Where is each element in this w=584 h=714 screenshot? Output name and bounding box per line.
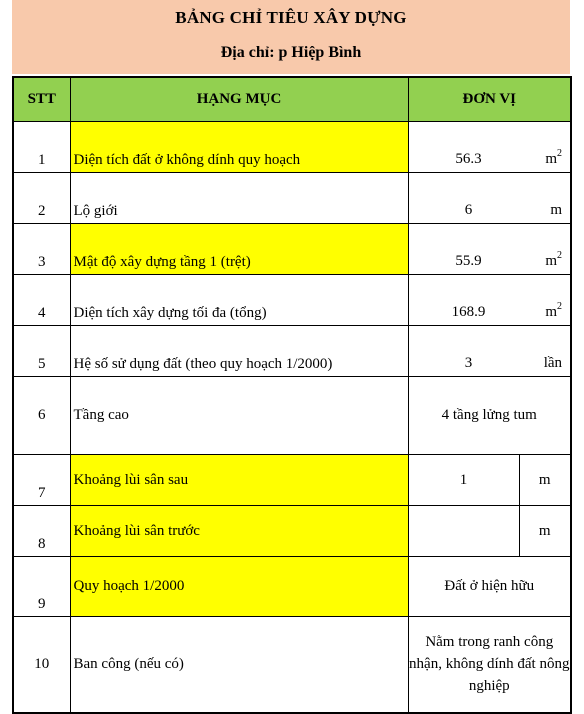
table-row xyxy=(13,326,571,377)
row-value-cell xyxy=(408,173,571,224)
column-header-don-vi: ĐƠN VỊ xyxy=(408,77,571,122)
row-unit: $m^2$ xyxy=(545,301,563,320)
column-header-stt: STT xyxy=(13,77,70,122)
row-stt: 1 xyxy=(13,122,70,173)
row-stt: 7 xyxy=(13,455,70,506)
row-value-cell xyxy=(408,224,571,275)
row-label: Quy hoạch 1/2000 xyxy=(70,557,408,617)
row-unit: m xyxy=(550,202,563,218)
row-value: 56.3 xyxy=(455,151,482,167)
row-stt: 2 xyxy=(13,173,70,224)
row-label: Khoảng lùi sân trước xyxy=(70,506,408,557)
row-value xyxy=(408,506,519,557)
row-value: Nằm trong ranh công nhận, không dính đất nông nghiệp xyxy=(408,617,571,713)
row-value: 3 xyxy=(464,355,473,371)
row-stt: 8 xyxy=(13,506,70,557)
row-value: 55.9 xyxy=(455,253,482,269)
row-label: Hệ số sử dụng đất (theo quy hoạch 1/2000) xyxy=(70,326,408,377)
document-address: Địa chỉ: p Hiệp Bình xyxy=(220,44,362,61)
column-header-hang-muc: HẠNG MỤC xyxy=(70,77,408,122)
row-label: Ban công (nếu có) xyxy=(70,617,408,713)
row-label: Diện tích xây dựng tối đa (tổng) xyxy=(70,275,408,326)
row-label: Lộ giới xyxy=(70,173,408,224)
table-row xyxy=(13,377,571,455)
row-stt: 10 xyxy=(13,617,70,713)
row-value-cell xyxy=(408,326,571,377)
row-value-cell xyxy=(408,275,571,326)
row-label: Tầng cao xyxy=(70,377,408,455)
table-row xyxy=(13,506,571,557)
row-value: 1 xyxy=(408,455,519,506)
row-label: Mật độ xây dựng tầng 1 (trệt) xyxy=(70,224,408,275)
table-row xyxy=(13,173,571,224)
row-unit: $m^2$ xyxy=(545,250,563,269)
table-row xyxy=(13,275,571,326)
row-stt: 9 xyxy=(13,557,70,617)
row-stt: 6 xyxy=(13,377,70,455)
row-unit: m xyxy=(519,455,571,506)
row-value-cell xyxy=(408,122,571,173)
table-row xyxy=(13,617,571,713)
row-stt: 3 xyxy=(13,224,70,275)
table-row xyxy=(13,224,571,275)
row-label: Khoảng lùi sân sau xyxy=(70,455,408,506)
table-row xyxy=(13,122,571,173)
table-row xyxy=(13,557,571,617)
row-value: Đất ở hiện hữu xyxy=(408,557,571,617)
row-value: 6 xyxy=(464,202,473,218)
row-unit: lần xyxy=(543,355,563,371)
criteria-table xyxy=(12,76,572,714)
table-header-row xyxy=(13,77,571,122)
row-label: Diện tích đất ở không dính quy hoạch xyxy=(70,122,408,173)
row-stt: 5 xyxy=(13,326,70,377)
row-value: 168.9 xyxy=(451,304,486,320)
row-value: 4 tầng lửng tum xyxy=(408,377,571,455)
document-header xyxy=(12,0,570,74)
row-unit: $m^2$ xyxy=(545,148,563,167)
document-title: BẢNG CHỈ TIÊU XÂY DỰNG xyxy=(175,8,407,27)
row-unit: m xyxy=(519,506,571,557)
table-row xyxy=(13,455,571,506)
row-stt: 4 xyxy=(13,275,70,326)
